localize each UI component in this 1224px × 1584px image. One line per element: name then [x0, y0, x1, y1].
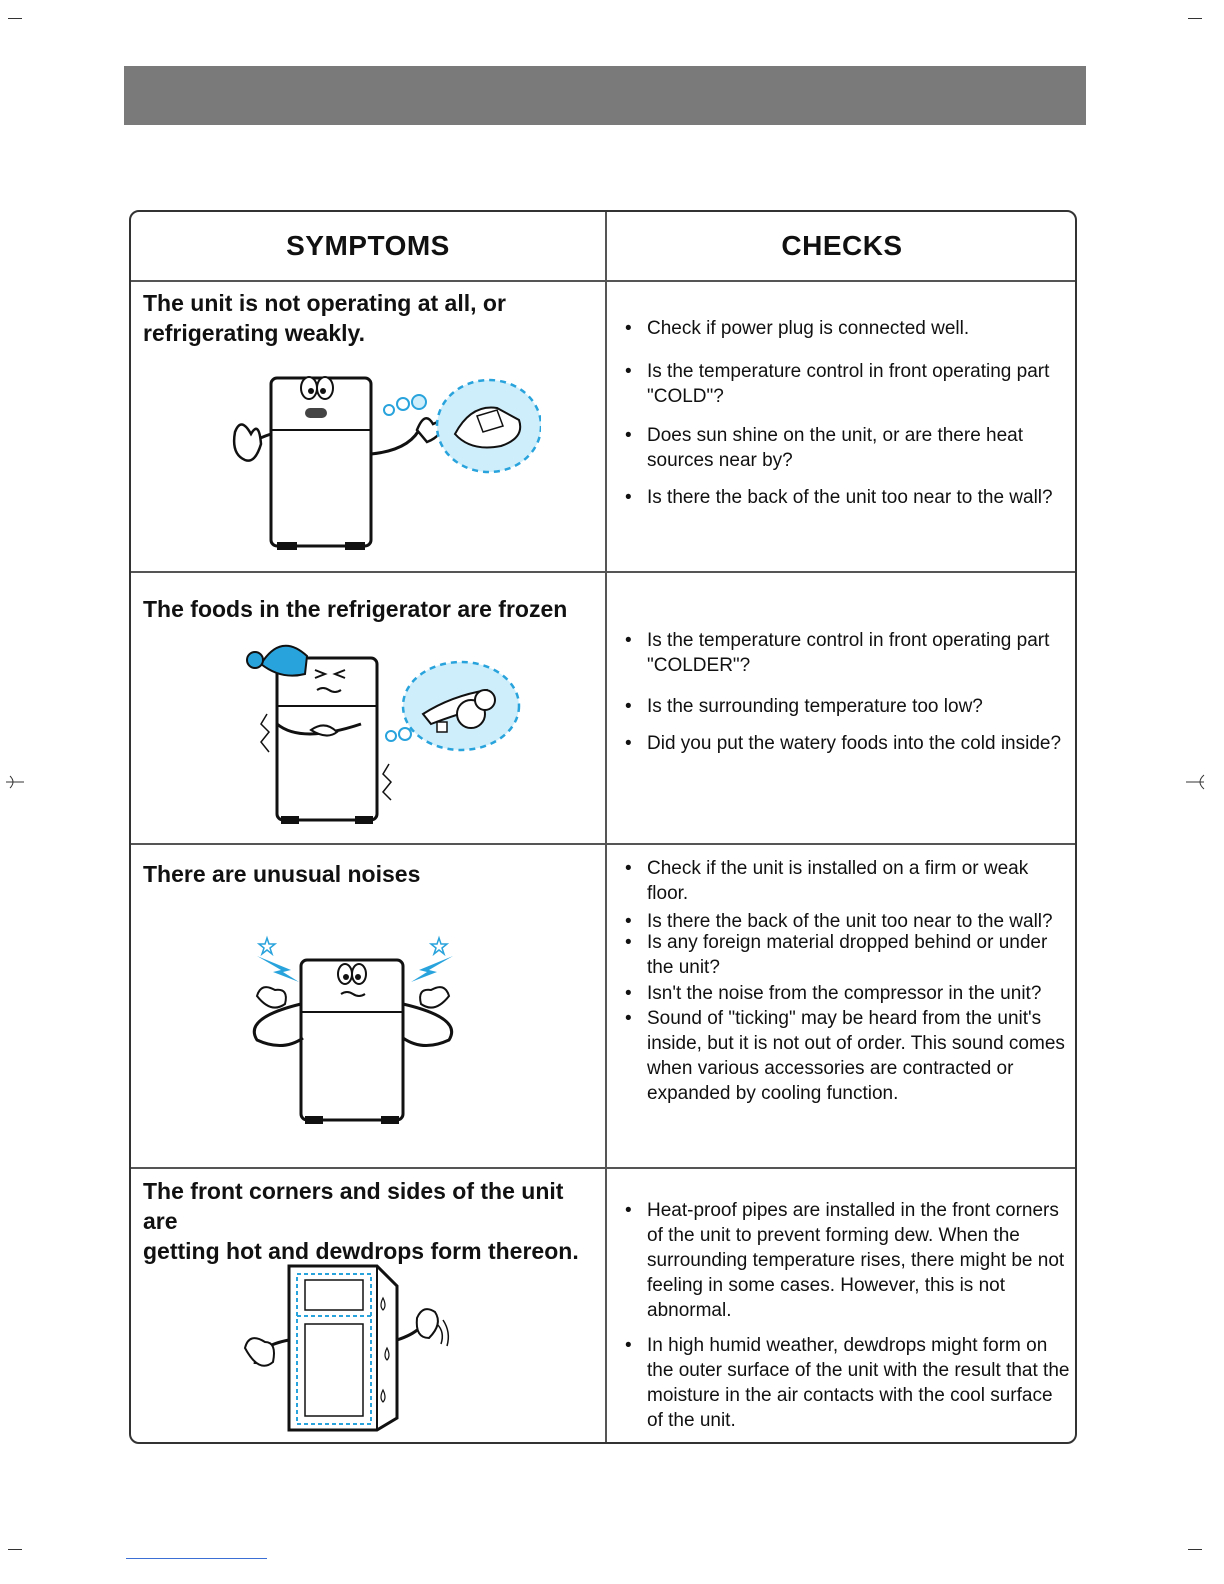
checks-list-not-operating	[625, 316, 1071, 510]
troubleshooting-table	[129, 210, 1077, 1444]
symptom-unusual-noises	[143, 859, 603, 889]
symptom-text-line: The front corners and sides of the unit are	[143, 1178, 564, 1234]
checks-list-hot-corners	[625, 1198, 1071, 1433]
row-divider	[131, 843, 1075, 845]
check-item: • Check if power plug is connected well.	[625, 316, 1071, 341]
sweating-refrigerator-heat-pipes-icon	[237, 1258, 457, 1434]
symptom-hot-corners-dewdrops	[143, 1176, 603, 1266]
check-item: • In high humid weather, dewdrops might form on the outer surface of the unit with the result that the moisture in the air contacts with the cool surface of the unit.	[625, 1333, 1071, 1433]
column-divider	[605, 212, 607, 1442]
check-item: • Heat-proof pipes are installed in the front corners of the unit to prevent forming dew. When the surrounding temperature rises, there might be not feeling in some cases. However, this is not abnormal.	[625, 1198, 1071, 1323]
check-item: • Is the surrounding temperature too low?	[625, 694, 1071, 719]
refrigerator-covering-ears-icon	[243, 934, 463, 1124]
row-divider	[131, 571, 1075, 573]
symptoms-header: SYMPTOMS	[286, 230, 450, 261]
check-item: • Did you put the watery foods into the cold inside?	[625, 731, 1071, 756]
crop-mark-bottom-left	[8, 1549, 22, 1550]
check-item: • Is there the back of the unit too near to the wall?	[625, 485, 1071, 510]
crop-mark-top-right	[1188, 18, 1202, 19]
check-item: • Sound of "ticking" may be heard from the unit's inside, but it is not out of order. This sound comes when various accessories are contracted or expanded by cooling function.	[625, 1006, 1071, 1106]
check-item: • Isn't the noise from the compressor in the unit?	[625, 981, 1071, 1006]
symptom-text-line: There are unusual noises	[143, 861, 421, 887]
checks-list-unusual-noises	[625, 856, 1071, 1106]
symptom-not-operating	[143, 288, 603, 348]
symptom-text-line: refrigerating weakly.	[143, 320, 365, 346]
symptom-text-line: The unit is not operating at all, or	[143, 290, 506, 316]
symptom-text-line: The foods in the refrigerator are frozen	[143, 596, 568, 622]
registration-mark-right	[1184, 772, 1208, 792]
refrigerator-pointing-at-melting-ice-icon	[221, 364, 541, 554]
check-item: • Check if the unit is installed on a firm or weak floor.	[625, 856, 1071, 906]
footer-rule	[126, 1558, 267, 1559]
check-item: • Is there the back of the unit too near to the wall?	[625, 909, 1071, 934]
shivering-refrigerator-frozen-food-icon	[241, 634, 531, 826]
checks-list-foods-frozen	[625, 628, 1071, 756]
symptom-foods-frozen	[143, 594, 603, 624]
symptom-text-line: getting hot and dewdrops form thereon.	[143, 1238, 579, 1264]
check-item: • Is any foreign material dropped behind or under the unit?	[625, 930, 1071, 980]
row-divider	[131, 280, 1075, 282]
section-header-bar	[124, 66, 1086, 125]
crop-mark-top-left	[8, 18, 22, 19]
registration-mark-left	[4, 772, 26, 792]
check-item: • Is the temperature control in front operating part "COLD"?	[625, 359, 1071, 409]
check-item: • Is the temperature control in front operating part "COLDER"?	[625, 628, 1071, 678]
row-divider	[131, 1167, 1075, 1169]
checks-header: CHECKS	[781, 230, 903, 261]
check-item: • Does sun shine on the unit, or are there heat sources near by?	[625, 423, 1071, 473]
crop-mark-bottom-right	[1188, 1549, 1202, 1550]
